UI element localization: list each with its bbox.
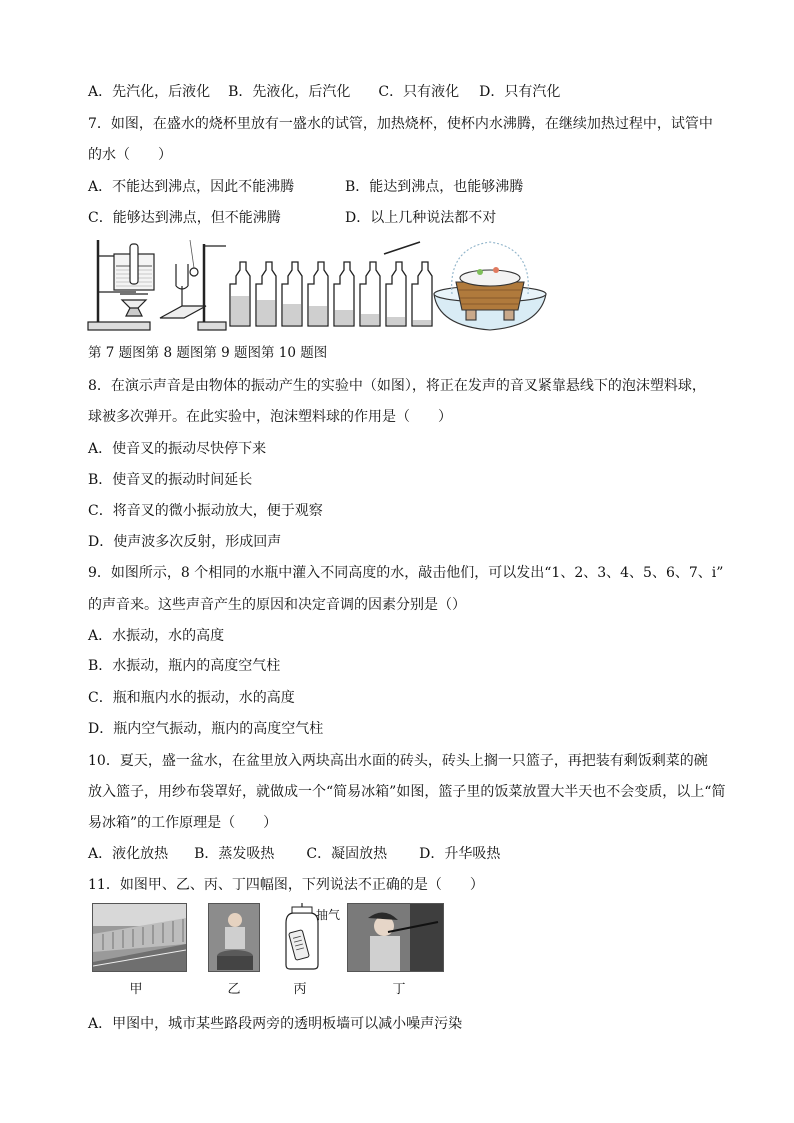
q8-option-d: D．使声波多次反射，形成回声 (88, 534, 282, 550)
water-bottles-figure (230, 242, 432, 326)
bottle-3 (282, 262, 302, 326)
bottle-5 (334, 262, 354, 326)
q8-stem-line2: 球被多次弹开。在此实验中，泡沫塑料球的作用是（ ） (88, 409, 452, 425)
q11-stem: 11．如图甲、乙、丙、丁四幅图，下列说法不正确的是（ ） (88, 877, 484, 893)
q10-stem-line3: 易冰箱”的工作原理是（ ） (88, 815, 278, 831)
q9-option-b: B．水振动，瓶内的高度空气柱 (88, 658, 281, 674)
q7-option-b: B．能达到沸点，也能够沸腾 (345, 179, 524, 195)
q6-option-a: A．先汽化，后液化 (88, 84, 211, 100)
figure-row (86, 234, 548, 336)
bottle-1 (230, 262, 250, 326)
label-jia: 甲 (129, 982, 143, 997)
q8-option-a: A．使音叉的振动尽快停下来 (88, 441, 267, 457)
bottle-7 (386, 262, 406, 326)
q7-option-d: D．以上几种说法都不对 (345, 210, 497, 226)
q6-option-c: C．只有液化 (378, 84, 460, 100)
q8-stem-line1: 8．在演示声音是由物体的振动产生的实验中（如图），将正在发声的音叉紧靠悬线下的泡沫塑料球， (88, 378, 706, 394)
q11-option-a: A．甲图中，城市某些路段两旁的透明板墙可以减小噪声污染 (88, 1016, 463, 1032)
q10-options (88, 845, 500, 863)
beaker-apparatus-figure (88, 240, 154, 330)
q6-option-d: D．只有汽化 (479, 84, 561, 100)
bottle-2 (256, 262, 276, 326)
bottle-6 (360, 262, 380, 326)
pump-label: 抽气 (316, 908, 341, 922)
q9-stem-line2: 的声音来。这些声音产生的原因和决定音调的因素分别是（） (88, 597, 466, 613)
photo-yi-drummer (208, 903, 260, 972)
q10-option-b: B．蒸发吸热 (194, 846, 275, 862)
q9-stem-line1: 9．如图所示，8 个相同的水瓶中灌入不同高度的水，敲击他们，可以发出“1、2、3、4、5、6、7、i” (88, 565, 724, 581)
photo-jia-highway-barrier (92, 903, 187, 972)
bottle-4 (308, 262, 328, 326)
q8-option-c: C．将音叉的微小振动放大，便于观察 (88, 503, 323, 519)
q6-options (88, 83, 560, 101)
label-bing: 丙 (293, 982, 307, 997)
q10-option-c: C．凝固放热 (306, 846, 388, 862)
photo-ding-flute-player (347, 903, 444, 972)
q9-option-a: A．水振动，水的高度 (88, 628, 225, 644)
tuning-fork-figure (160, 240, 226, 330)
q7-option-a: A．不能达到沸点，因此不能沸腾 (88, 179, 295, 195)
figure-caption: 第 7 题图第 8 题图第 9 题图第 10 题图 (88, 345, 328, 361)
q10-stem-line1: 10．夏天，盛一盆水，在盆里放入两块高出水面的砖头，砖头上搁一只篮子，再把装有剩饭剩菜的碗 (88, 753, 708, 769)
q10-option-a: A．液化放热 (88, 846, 169, 862)
label-ding: 丁 (392, 982, 406, 997)
q10-stem-line2: 放入篮子，用纱布袋罩好，就做成一个“简易冰箱”如图，篮子里的饭菜放置大半天也不会变质，以上“简 (88, 784, 726, 800)
q6-option-b: B．先液化，后汽化 (228, 84, 351, 100)
q8-option-b: B．使音叉的振动时间延长 (88, 472, 253, 488)
q7-stem-line1: 7．如图，在盛水的烧杯里放有一盛水的试管，加热烧杯，使杯内水沸腾，在继续加热过程中，试管中 (88, 116, 713, 132)
label-yi: 乙 (227, 982, 241, 997)
q7-option-c: C．能够达到沸点，但不能沸腾 (88, 210, 281, 226)
bottle-8 (412, 262, 432, 326)
q9-option-d: D．瓶内空气振动，瓶内的高度空气柱 (88, 721, 324, 737)
simple-fridge-figure (434, 242, 546, 330)
q9-option-c: C．瓶和瓶内水的振动，水的高度 (88, 690, 295, 706)
q10-option-d: D．升华吸热 (419, 846, 501, 862)
q7-stem-line2: 的水（ ） (88, 147, 172, 163)
